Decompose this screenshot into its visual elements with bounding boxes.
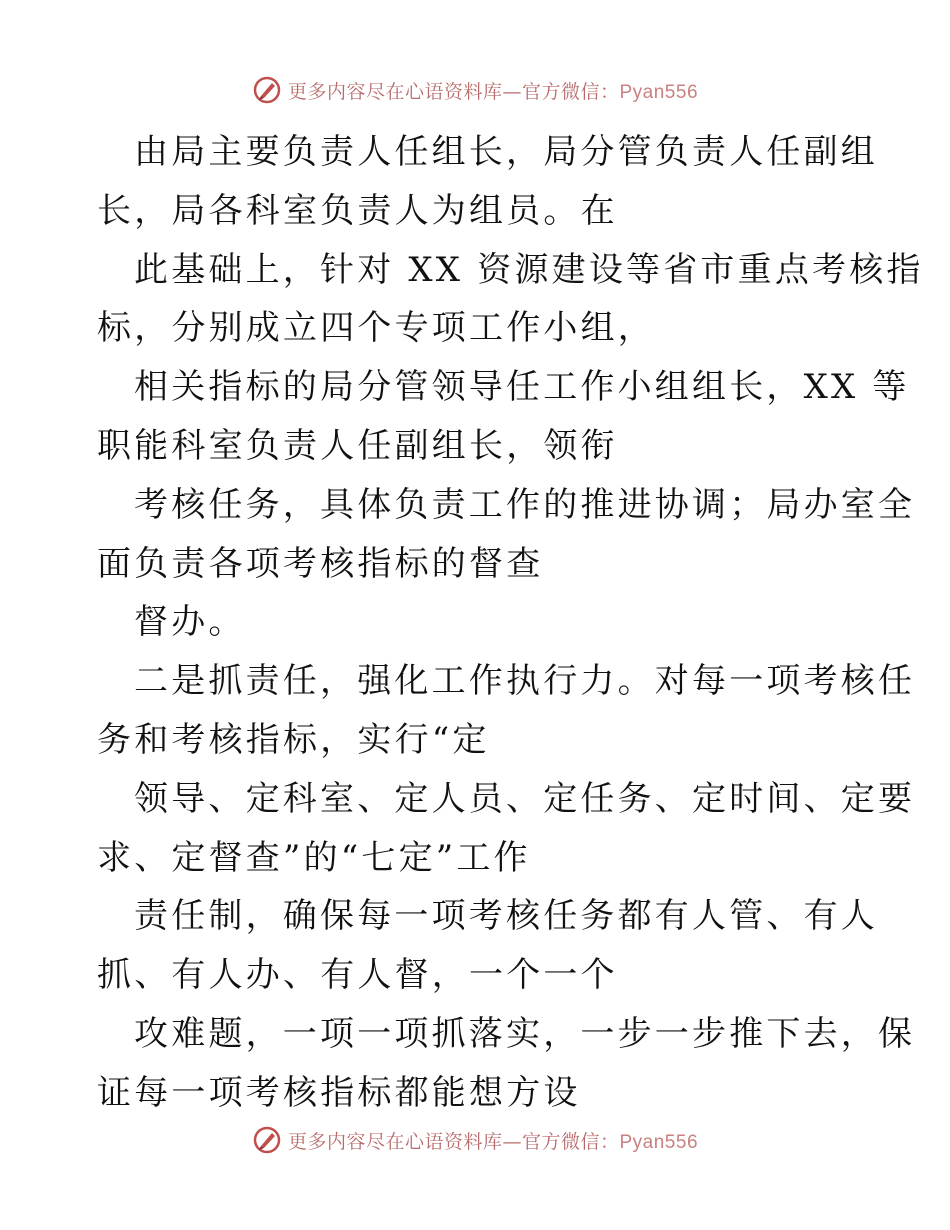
text-line: 二是抓责任，强化工作执行力。对每一项考核任 bbox=[134, 661, 916, 702]
text-line: 攻难题，一项一项抓落实，一步一步推下去，保 bbox=[134, 1013, 916, 1054]
text-line: 由局主要负责人任组长，局分管负责人任副组 bbox=[134, 132, 878, 172]
watermark-wechat-id: Pyan556 bbox=[619, 81, 699, 103]
text-line: 职能科室负责人任副组长，领衔 bbox=[97, 425, 618, 466]
watermark-text bbox=[288, 1127, 698, 1154]
text-line: 求、定督查”的“七定”工作 bbox=[97, 837, 531, 878]
text-line: 面负责各项考核指标的督查 bbox=[97, 543, 544, 584]
text-line: 相关指标的局分管领导任工作小组组长，XX 等 bbox=[134, 367, 910, 408]
text-line: 务和考核指标，实行“定 bbox=[97, 719, 490, 760]
pen-logo-icon bbox=[252, 75, 282, 105]
text-line: 考核任务，具体负责工作的推进协调；局办室全 bbox=[134, 484, 916, 525]
watermark-label: 更多内容尽在心语资料库—官方微信： bbox=[287, 1130, 620, 1153]
text-line: 长，局各科室负责人为组员。在 bbox=[97, 190, 618, 231]
text-line: 领导、定科室、定人员、定任务、定时间、定要 bbox=[134, 778, 916, 819]
watermark-text bbox=[288, 77, 698, 104]
text-line: 此基础上，针对 XX 资源建设等省市重点考核指 bbox=[134, 249, 924, 290]
document-body bbox=[97, 123, 924, 1123]
text-line: 抓、有人办、有人督，一个一个 bbox=[97, 955, 618, 996]
header-watermark bbox=[0, 70, 950, 110]
text-line: 责任制，确保每一项考核任务都有人管、有人 bbox=[134, 896, 878, 937]
text-line: 标，分别成立四个专项工作小组， bbox=[97, 308, 655, 349]
watermark-label: 更多内容尽在心语资料库—官方微信： bbox=[287, 80, 620, 103]
watermark-wechat-id: Pyan556 bbox=[619, 1131, 699, 1153]
footer-watermark bbox=[0, 1120, 950, 1160]
text-line: 督办。 bbox=[134, 602, 246, 643]
text-line: 证每一项考核指标都能想方设 bbox=[97, 1072, 581, 1113]
pen-logo-icon bbox=[252, 1125, 282, 1155]
